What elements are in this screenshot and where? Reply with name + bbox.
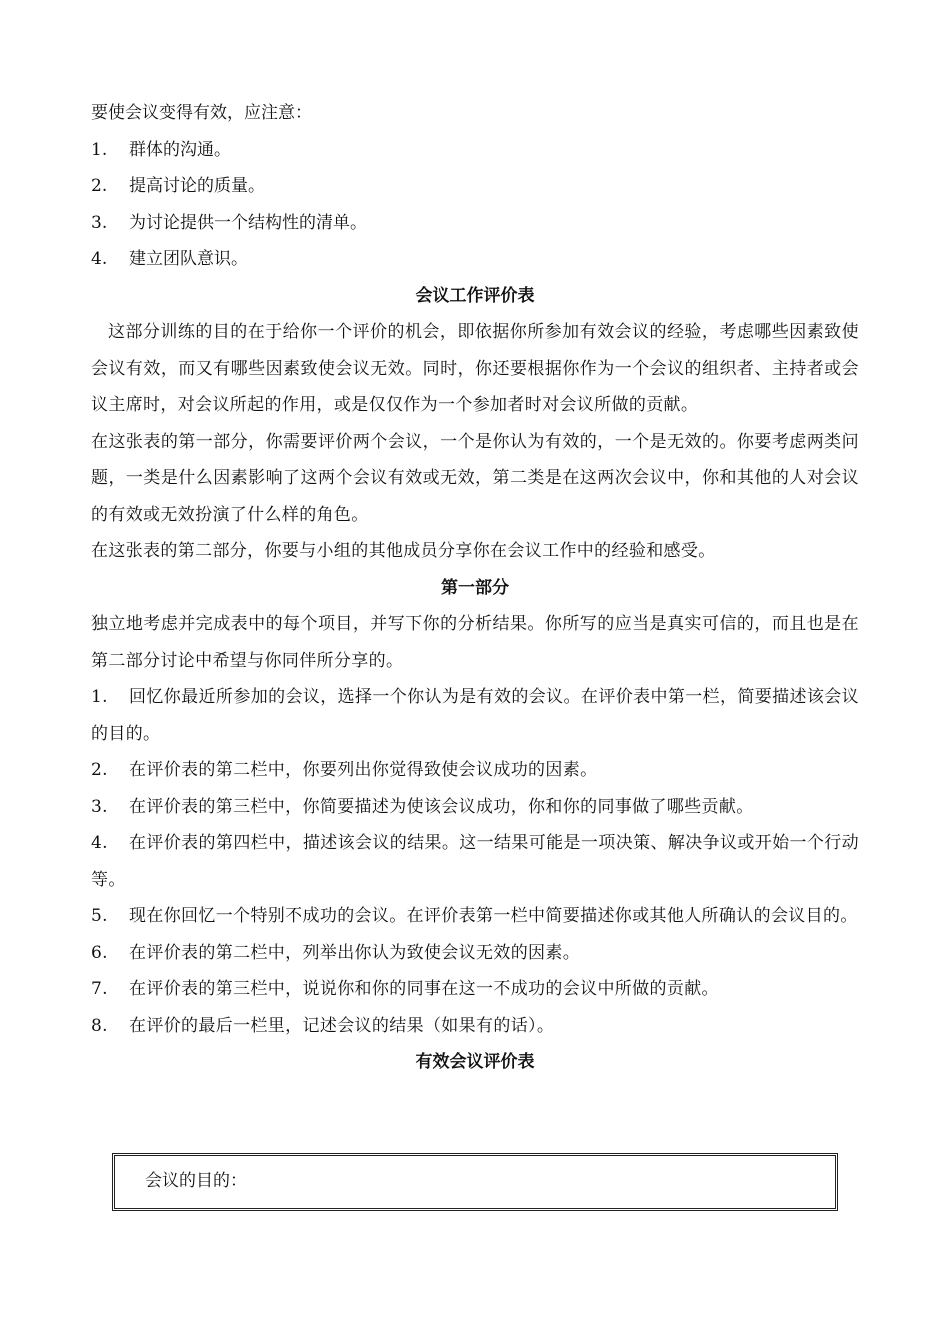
- item-text: 在评价表的第四栏中，描述该会议的结果。这一结果可能是一项决策、解决争议或开始一个行动等。: [91, 833, 859, 890]
- part-one-item: [91, 679, 859, 752]
- item-number: 6.: [91, 942, 108, 963]
- item-number: 5.: [91, 906, 108, 926]
- part-one-item: [91, 789, 859, 826]
- document-page: [91, 95, 859, 1081]
- item-number: 2.: [91, 176, 108, 196]
- item-number: 1.: [91, 687, 108, 707]
- item-number: 3.: [91, 796, 108, 817]
- item-text: 提高讨论的质量。: [129, 176, 265, 196]
- intro-item: [91, 168, 859, 205]
- item-text: 在评价表的第二栏中，你要列出你觉得致使会议成功的因素。: [129, 760, 598, 780]
- item-number: 4.: [91, 249, 108, 269]
- item-text: 回忆你最近所参加的会议，选择一个你认为是有效的会议。在评价表中第一栏，简要描述该会议的目的。: [91, 687, 859, 744]
- part-one-title: 第一部分: [441, 577, 509, 598]
- item-text: 为讨论提供一个结构性的清单。: [129, 212, 367, 233]
- part-one-item: [91, 752, 859, 789]
- meeting-purpose-label: 会议的目的：: [145, 1171, 247, 1191]
- intro-item: [91, 241, 859, 278]
- item-text: 在评价的最后一栏里，记述会议的结果（如果有的话）。: [129, 1015, 555, 1036]
- intro-item: [91, 205, 859, 242]
- section-paragraph: 这部分训练的目的在于给你一个评价的机会，即依据你所参加有效会议的经验，考虑哪些因素致使会议有效，而又有哪些因素致使会议无效。同时，你还要根据你作为一个会议的组织者、主持者或会议主席时，对会议所起的作用，或是仅仅作为一个参加者时对会议所做的贡献。: [91, 322, 859, 415]
- part-one-item: [91, 971, 859, 1008]
- item-text: 群体的沟通。: [129, 139, 231, 160]
- part-one-item: [91, 825, 859, 898]
- intro-item: [91, 132, 859, 169]
- part-one-item: [91, 898, 859, 935]
- item-text: 在评价表的第二栏中，列举出你认为致使会议无效的因素。: [129, 942, 581, 963]
- section-title-evaluation: 会议工作评价表: [415, 285, 535, 306]
- item-number: 2.: [91, 760, 108, 780]
- item-number: 7.: [91, 979, 108, 999]
- part-one-item: [91, 935, 859, 972]
- table-title: 有效会议评价表: [415, 1052, 535, 1072]
- item-text: 在评价表的第三栏中，你简要描述为使该会议成功，你和你的同事做了哪些贡献。: [129, 796, 754, 817]
- part-one-item: [91, 1008, 859, 1045]
- intro-lead: 要使会议变得有效，应注意：: [91, 103, 312, 123]
- section-paragraph: 在这张表的第一部分，你需要评价两个会议，一个是你认为有效的，一个是无效的。你要考虑两类问题，一类是什么因素影响了这两个会议有效或无效，第二类是在这两次会议中，你和其他的人对会议的有效或无效扮演了什么样的角色。: [91, 431, 859, 525]
- item-number: 3.: [91, 212, 108, 233]
- item-text: 在评价表的第三栏中，说说你和你的同事在这一不成功的会议中所做的贡献。: [129, 979, 719, 999]
- part-one-intro: 独立地考虑并完成表中的每个项目，并写下你的分析结果。你所写的应当是真实可信的，而且也是在第二部分讨论中希望与你同伴所分享的。: [91, 614, 859, 671]
- item-text: 现在你回忆一个特别不成功的会议。在评价表第一栏中简要描述你或其他人所确认的会议目的。: [129, 906, 858, 926]
- item-number: 8.: [91, 1015, 108, 1036]
- item-text: 建立团队意识。: [129, 249, 248, 269]
- item-number: 1.: [91, 139, 108, 160]
- evaluation-table: [112, 1153, 838, 1211]
- section-paragraph: 在这张表的第二部分，你要与小组的其他成员分享你在会议工作中的经验和感受。: [91, 541, 716, 561]
- item-number: 4.: [91, 833, 108, 853]
